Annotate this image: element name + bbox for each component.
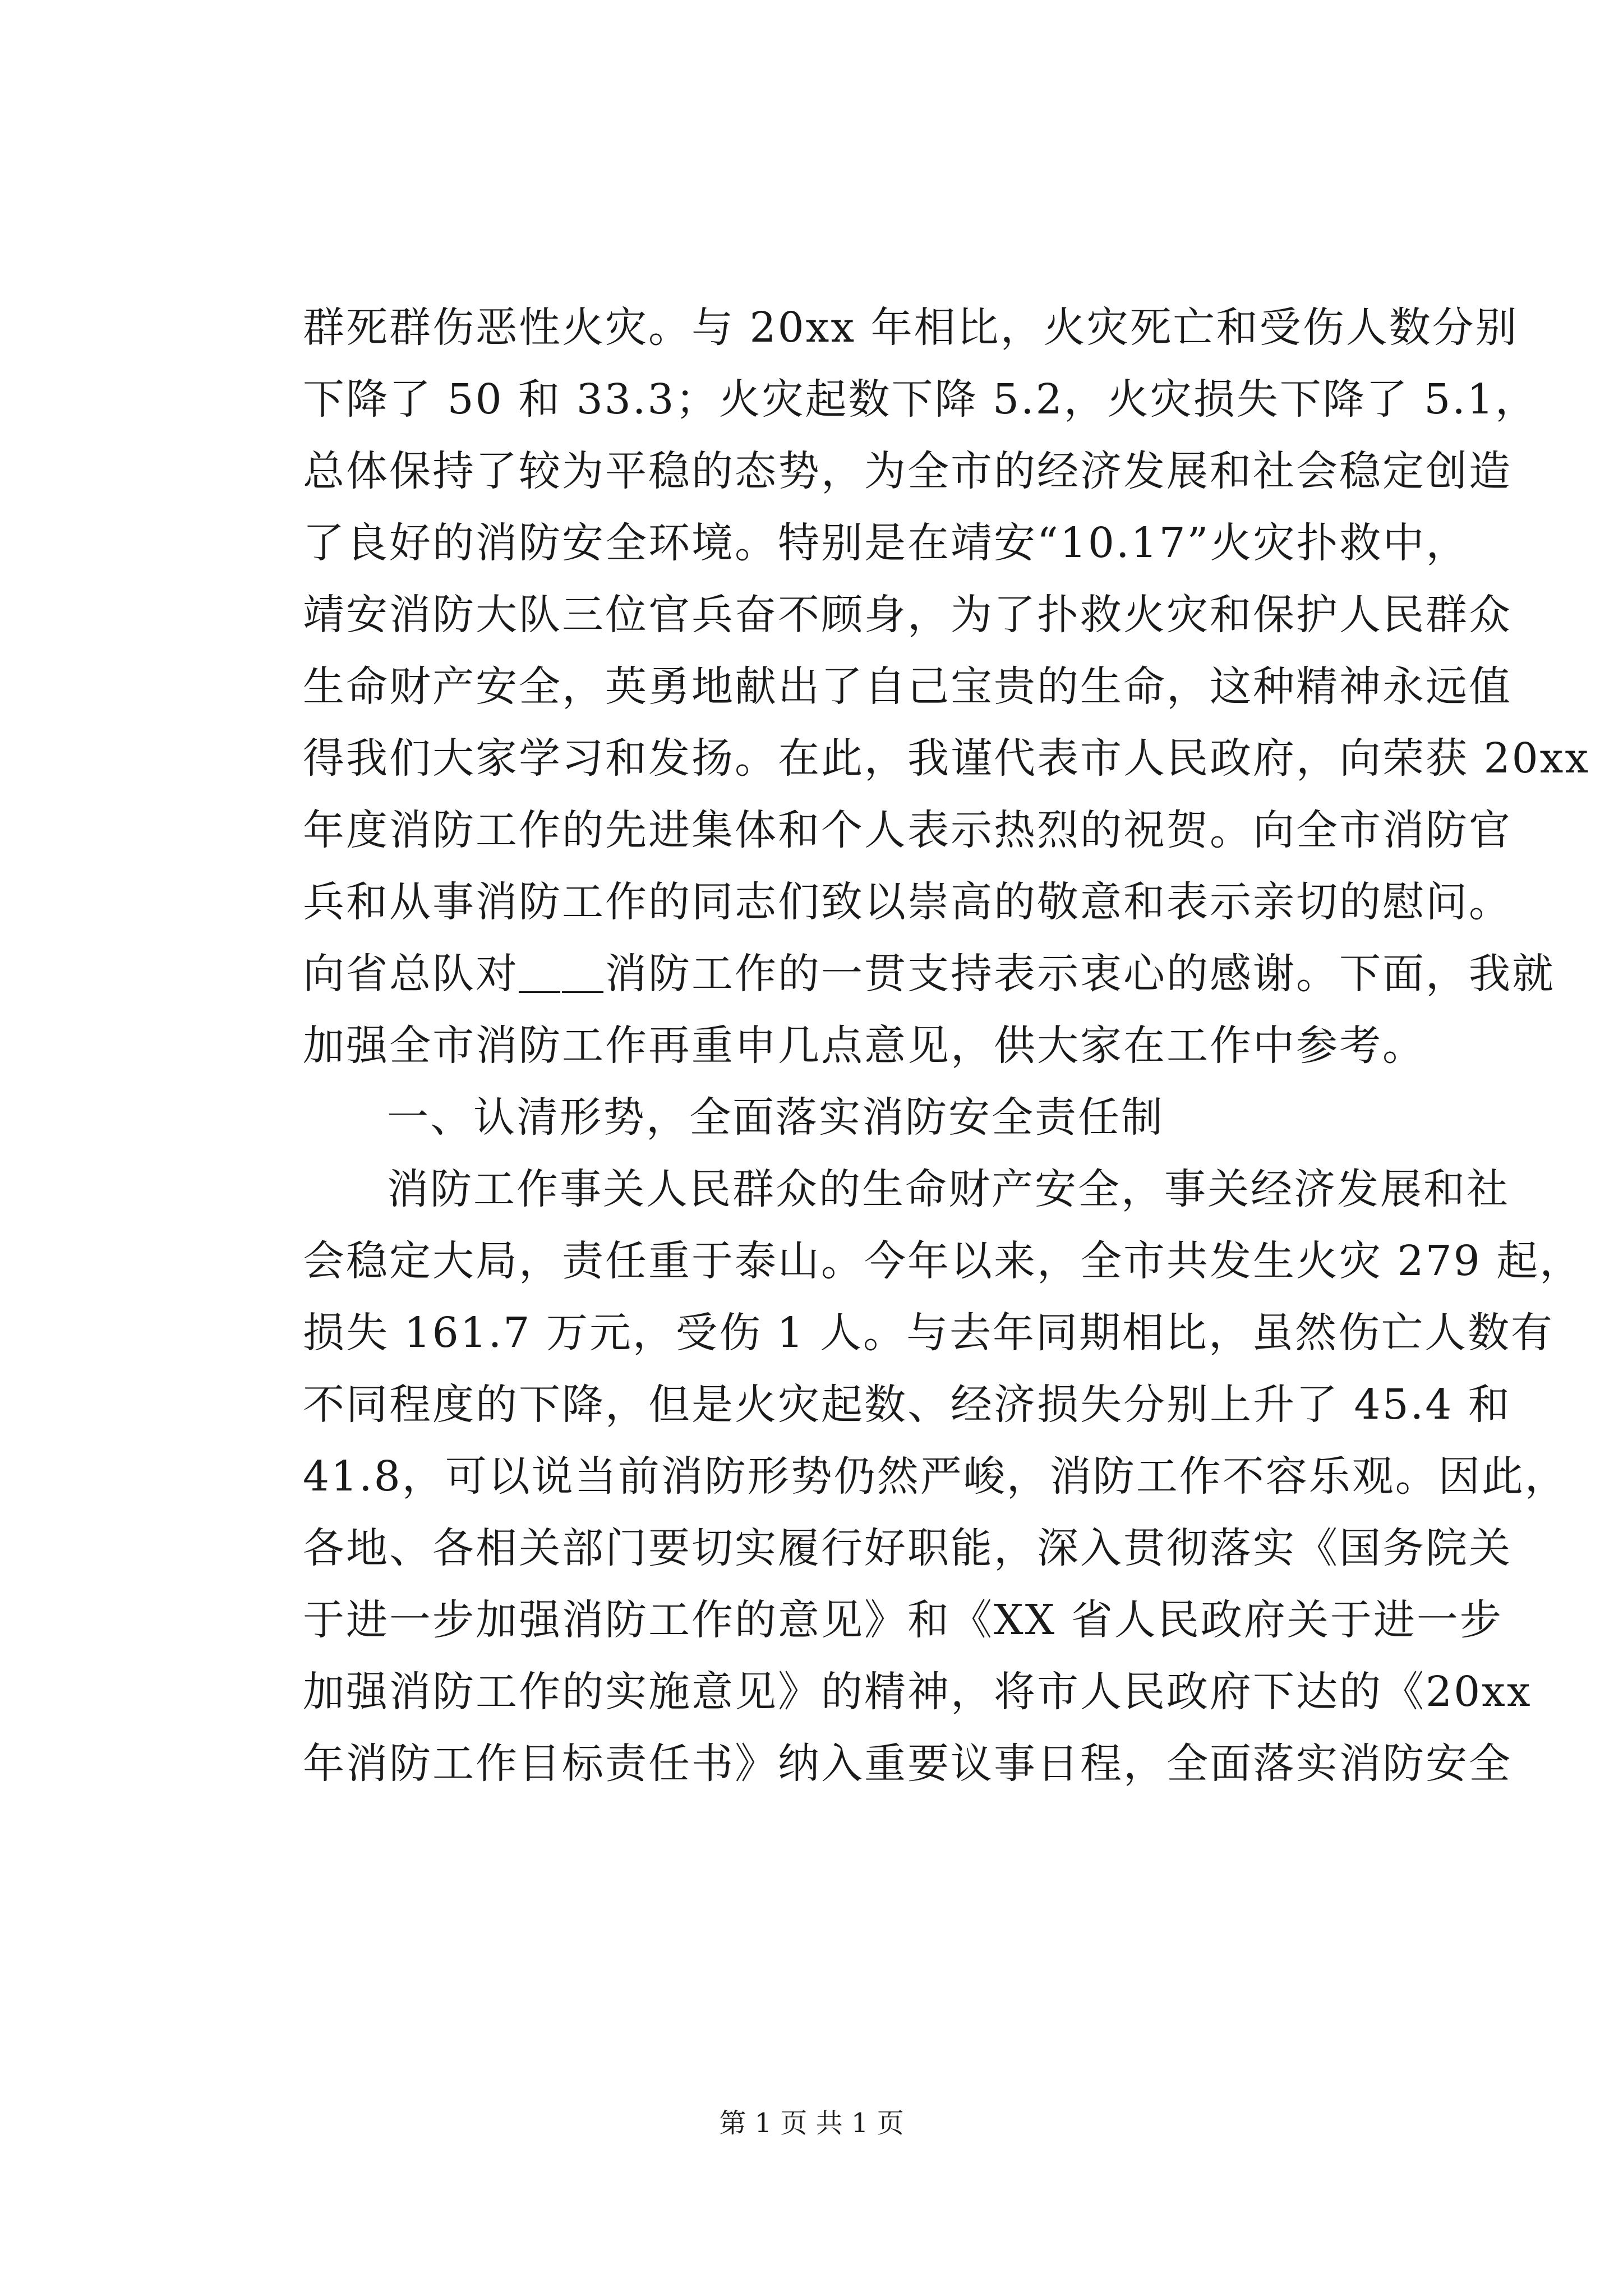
text-line: 下降了 50 和 33.3；火灾起数下降 5.2，火灾损失下降了 5.1， [303,375,1538,424]
text-line: 于进一步加强消防工作的意见》和《XX 省人民政府关于进一步 [303,1596,1503,1644]
text-line: 群死群伤恶性火灾。与 20xx 年相比，火灾死亡和受伤人数分别 [303,303,1519,352]
text-line: 消防工作事关人民群众的生命财产安全，事关经济发展和社 [387,1165,1510,1213]
text-line: 41.8，可以说当前消防形势仍然严峻，消防工作不容乐观。因此， [303,1452,1568,1501]
text-line: 了良好的消防安全环境。特别是在靖安“10.17”火灾扑救中， [303,519,1469,567]
text-line: 加强消防工作的实施意见》的精神，将市人民政府下达的《20xx [303,1668,1532,1716]
text-line: 生命财产安全，英勇地献出了自己宝贵的生命，这种精神永远值 [303,662,1512,711]
text-line: 会稳定大局，责任重于泰山。今年以来，全市共发生火灾 279 起， [303,1237,1583,1285]
text-line: 加强全市消防工作再重申几点意见，供大家在工作中参考。 [303,1022,1426,1070]
text-line: 损失 161.7 万元，受伤 1 人。与去年同期相比，虽然伤亡人数有 [303,1309,1555,1357]
text-line: 得我们大家学习和发扬。在此，我谨代表市人民政府，向荣获 20xx [303,734,1590,783]
document-body [303,292,1590,1800]
text-line: 各地、各相关部门要切实履行好职能，深入贯彻落实《国务院关 [303,1524,1512,1572]
text-line: 不同程度的下降，但是火灾起数、经济损失分别上升了 45.4 和 [303,1381,1511,1429]
text-line: 兵和从事消防工作的同志们致以崇高的敬意和表示亲切的慰问。 [303,878,1512,926]
text-line: 年度消防工作的先进集体和个人表示热烈的祝贺。向全市消防官 [303,806,1512,854]
text-line: 靖安消防大队三位官兵奋不顾身，为了扑救火灾和保护人民群众 [303,591,1512,639]
section-heading: 一、认清形势，全面落实消防安全责任制 [387,1093,1164,1142]
text-line: 向省总队对＿＿消防工作的一贯支持表示衷心的感谢。下面，我就 [303,950,1555,998]
text-line: 总体保持了较为平稳的态势，为全市的经济发展和社会稳定创造 [303,447,1512,495]
page-footer: 第 1 页 共 1 页 [719,2108,904,2139]
text-line: 年消防工作目标责任书》纳入重要议事日程，全面落实消防安全 [303,1740,1512,1788]
